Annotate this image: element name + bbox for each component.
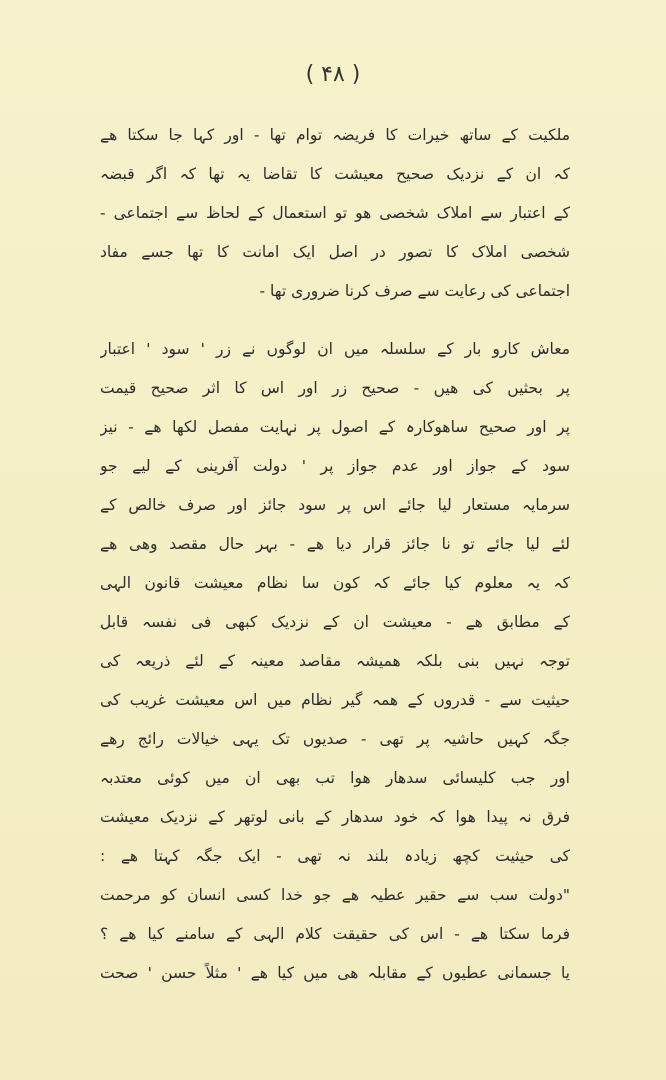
text-line: جگہ کہیں حاشیہ پر تھی - صدیوں تک یہی خیالات رائج رھے <box>100 730 570 748</box>
page-number: ( ۴۸ ) <box>305 62 361 87</box>
text-line: فرق نہ پیدا ھوا کہ خود سدھار کے بانی لوتھر کے نزدیک معیشت <box>100 808 570 826</box>
text-line: اجتماعی کی رعایت سے صرف کرنا ضروری تھا - <box>259 282 570 300</box>
text-line: کے مطابق ھے - معیشت ان کے نزدیک کبھی فی نفسہ قابل <box>100 613 570 631</box>
text-line: پر اور صحیح ساھوکارہ کے اصول پر نہایت مفصل لکھا ھے - نیز <box>100 418 570 436</box>
text-line: شخصی املاک کا تصور در اصل ایک امانت کا تھا جسے مفاد <box>100 243 570 261</box>
text-line: "دولت سب سے حقیر عطیہ ھے جو خدا کسی انسان کو مرحمت <box>100 886 570 904</box>
text-line: سرمایہ مستعار لیا جائے اس پر سود جائز اور صرف خالص کے <box>100 496 570 514</box>
paragraph-2 <box>100 330 570 993</box>
text-line: لئے لیا جائے تو نا جائز قرار دیا ھے - بہر حال مقصد وھی ھے <box>100 535 570 553</box>
text-line: فرما سکتا ھے - اس کی حقیقت کلام الہی کے سامنے کیا ھے ؟ <box>100 925 570 943</box>
text-line: کی حیثیت کچھ زیادہ بلند نہ تھی - ایک جگہ کہتا ھے : <box>100 847 570 865</box>
text-line: پر بحثیں کی ھیں - صحیح زر اور اس کا اثر صحیح قیمت <box>100 379 570 397</box>
paragraph-1 <box>100 116 570 311</box>
text-line: کہ یہ معلوم کیا جائے کہ کون سا نظام معیشت قانون الہی <box>100 574 570 592</box>
text-line: کے اعتبار سے املاک شخصی ھو تو استعمال کے لحاظ سے اجتماعی - <box>100 204 570 222</box>
text-line: یا جسمانی عطیوں کے مقابلہ ھی میں کیا ھے ' مثلاً حسن ' صحت <box>100 964 570 982</box>
text-line: اور جب کلیسائی سدھار ھوا تب بھی ان میں کوئی معتدبہ <box>100 769 570 787</box>
text-line: توجہ نہیں بنی بلکہ ھمیشہ مقاصد معینہ کے لئے ذریعہ کی <box>100 652 570 670</box>
text-line: کہ ان کے نزدیک صحیح معیشت کا تقاضا یہ تھا کہ اگر قبضہ <box>100 165 570 183</box>
text-line: ملکیت کے ساتھ خیرات کا فریضہ توام تھا - اور کہا جا سکتا ھے <box>100 126 570 144</box>
text-line: حیثیت سے - قدروں کے ھمہ گیر نظام میں اس معیشت غریب کی <box>100 691 570 709</box>
text-line: معاش کارو بار کے سلسلہ میں ان لوگوں نے زر ' سود ' اعتبار <box>100 340 570 358</box>
text-line: سود کے جواز اور عدم جواز پر ' دولت آفرینی کے لیے جو <box>100 457 570 475</box>
